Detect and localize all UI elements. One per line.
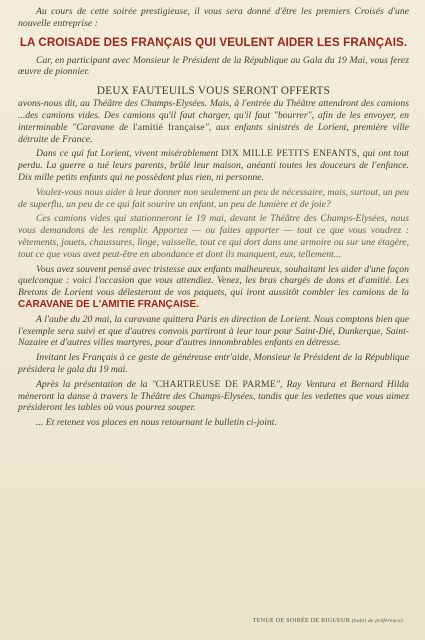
section-heading-seats: DEUX FAUTEUILS VOUS SERONT OFFERTS xyxy=(96,85,331,98)
paragraph-chartreuse-c: ", Ray Ventura et Bernard Hilda mèneront la danse à travers le Théâtre des Champs-Elysées, tandis que les vedettes que vous aimez présideront les tables où vous pourrez souper. xyxy=(18,378,409,414)
paragraph-reservation: ... Et retenez vos places en nous retournant le bulletin ci-joint. xyxy=(36,417,277,429)
paragraph-fill-trucks: Ces camions vides qui stationneront le 19 mai, devant le Théâtre des Champs-Elysées, nous vous demandons de les remplir. Apportez — ou faites apporter — tout ce que vous voudrez : vêtements, jouets, chaussures, linge, vaisselle, tout ce qui dort dans une armoire ou sur une étagère, tout ce que vous avez peut-être en abondance et dont ils manquent, eux, tellement... xyxy=(18,213,409,260)
paragraph-pioneer: Car, en participant avec Monsieur le Président de la République au Gala du 19 Mai, vous ferez œuvre de pionnier. xyxy=(18,54,409,78)
ten-thousand-children: DIX MILLE PETITS ENFANTS xyxy=(221,148,358,160)
paragraph-chartreuse xyxy=(18,379,409,414)
dress-code-text: TENUE DE SOIRÉE DE RIGUEUR xyxy=(252,617,351,624)
caravan-name-inline: l'amitié française xyxy=(132,121,205,133)
dress-code-note: (habit de préférence) xyxy=(351,618,403,624)
paragraph-trucks-c: ", aux enfants sinistrés de Lorient, première ville détruite de France. xyxy=(18,121,410,145)
crusade-heading: LA CROISADE DES FRANÇAIS QUI VEULENT AIDER LES FRANÇAIS. xyxy=(19,35,408,49)
paragraph-lorient-a: Dans ce qui fut Lorient, vivent misérablement xyxy=(36,148,222,160)
paragraph-president: Invitant les Français à ce geste de généreuse entr'aide, Monsieur le Président de la République présidera le gala du 19 mai. xyxy=(18,352,409,375)
paragraph-occasion xyxy=(18,264,409,311)
caravan-heading-red: CARAVANE DE L'AMITIE FRANÇAISE. xyxy=(18,298,199,310)
paragraph-occasion-a: Vous avez souvent pensé avec tristesse aux enfants malheureux, souhaitant les aider d'une façon quelconque : voici l'occasion que vous attendiez. Venez, les bras chargés de dons et d'amitié. Les Bretons de Lorient vous délesteront de vos paquets, qui iront aussitôt combler les camions de la xyxy=(18,263,409,299)
paragraph-lorient-c: , qui ont tout perdu. La guerre a tué leurs parents, brûlé leur maison, anéanti toutes les douceurs de l'enfance. Dix mille petits enfants qui ne possèdent plus rien, ni personne. xyxy=(18,148,409,183)
chartreuse-title: CHARTREUSE DE PARME xyxy=(155,378,276,390)
paragraph-help: Voulez-vous nous aider à leur donner non seulement un peu de nécessaire, mais, surtout, un peu de superflu, un peu de ce qui fait sourire un enfant, un peu de lumière et de joie? xyxy=(18,186,409,210)
paragraph-trucks xyxy=(18,98,409,145)
paragraph-chartreuse-a: Après la présentation de la " xyxy=(36,378,156,390)
paragraph-departure: A l'aube du 20 mai, la caravane quittera Paris en direction de Lorient. Nous comptons bien que l'exemple sera suivi et que d'autres convois partiront à leur tour pour Saint-Dié, Dunkerque, Saint-Nazaire et d'autres villes martyres, pour d'autres innombrables enfants en détresse. xyxy=(18,313,409,349)
intro-text: Au cours de cette soirée prestigieuse, il vous sera donné d'être les premiers Croisés d'une nouvelle entreprise : xyxy=(18,6,409,29)
paragraph-lorient xyxy=(18,148,409,183)
paragraph-trucks-a: avons-nous dit, au Théâtre des Champs-Elysées. Mais, à l'entrée du Théâtre attendront des camions ...des camions vides. Des camions qu'il faut charger, qu'il faut "bourrer", afin de les envoyer, en interminable "Caravane de xyxy=(18,98,409,133)
dress-code-footer xyxy=(0,617,425,624)
